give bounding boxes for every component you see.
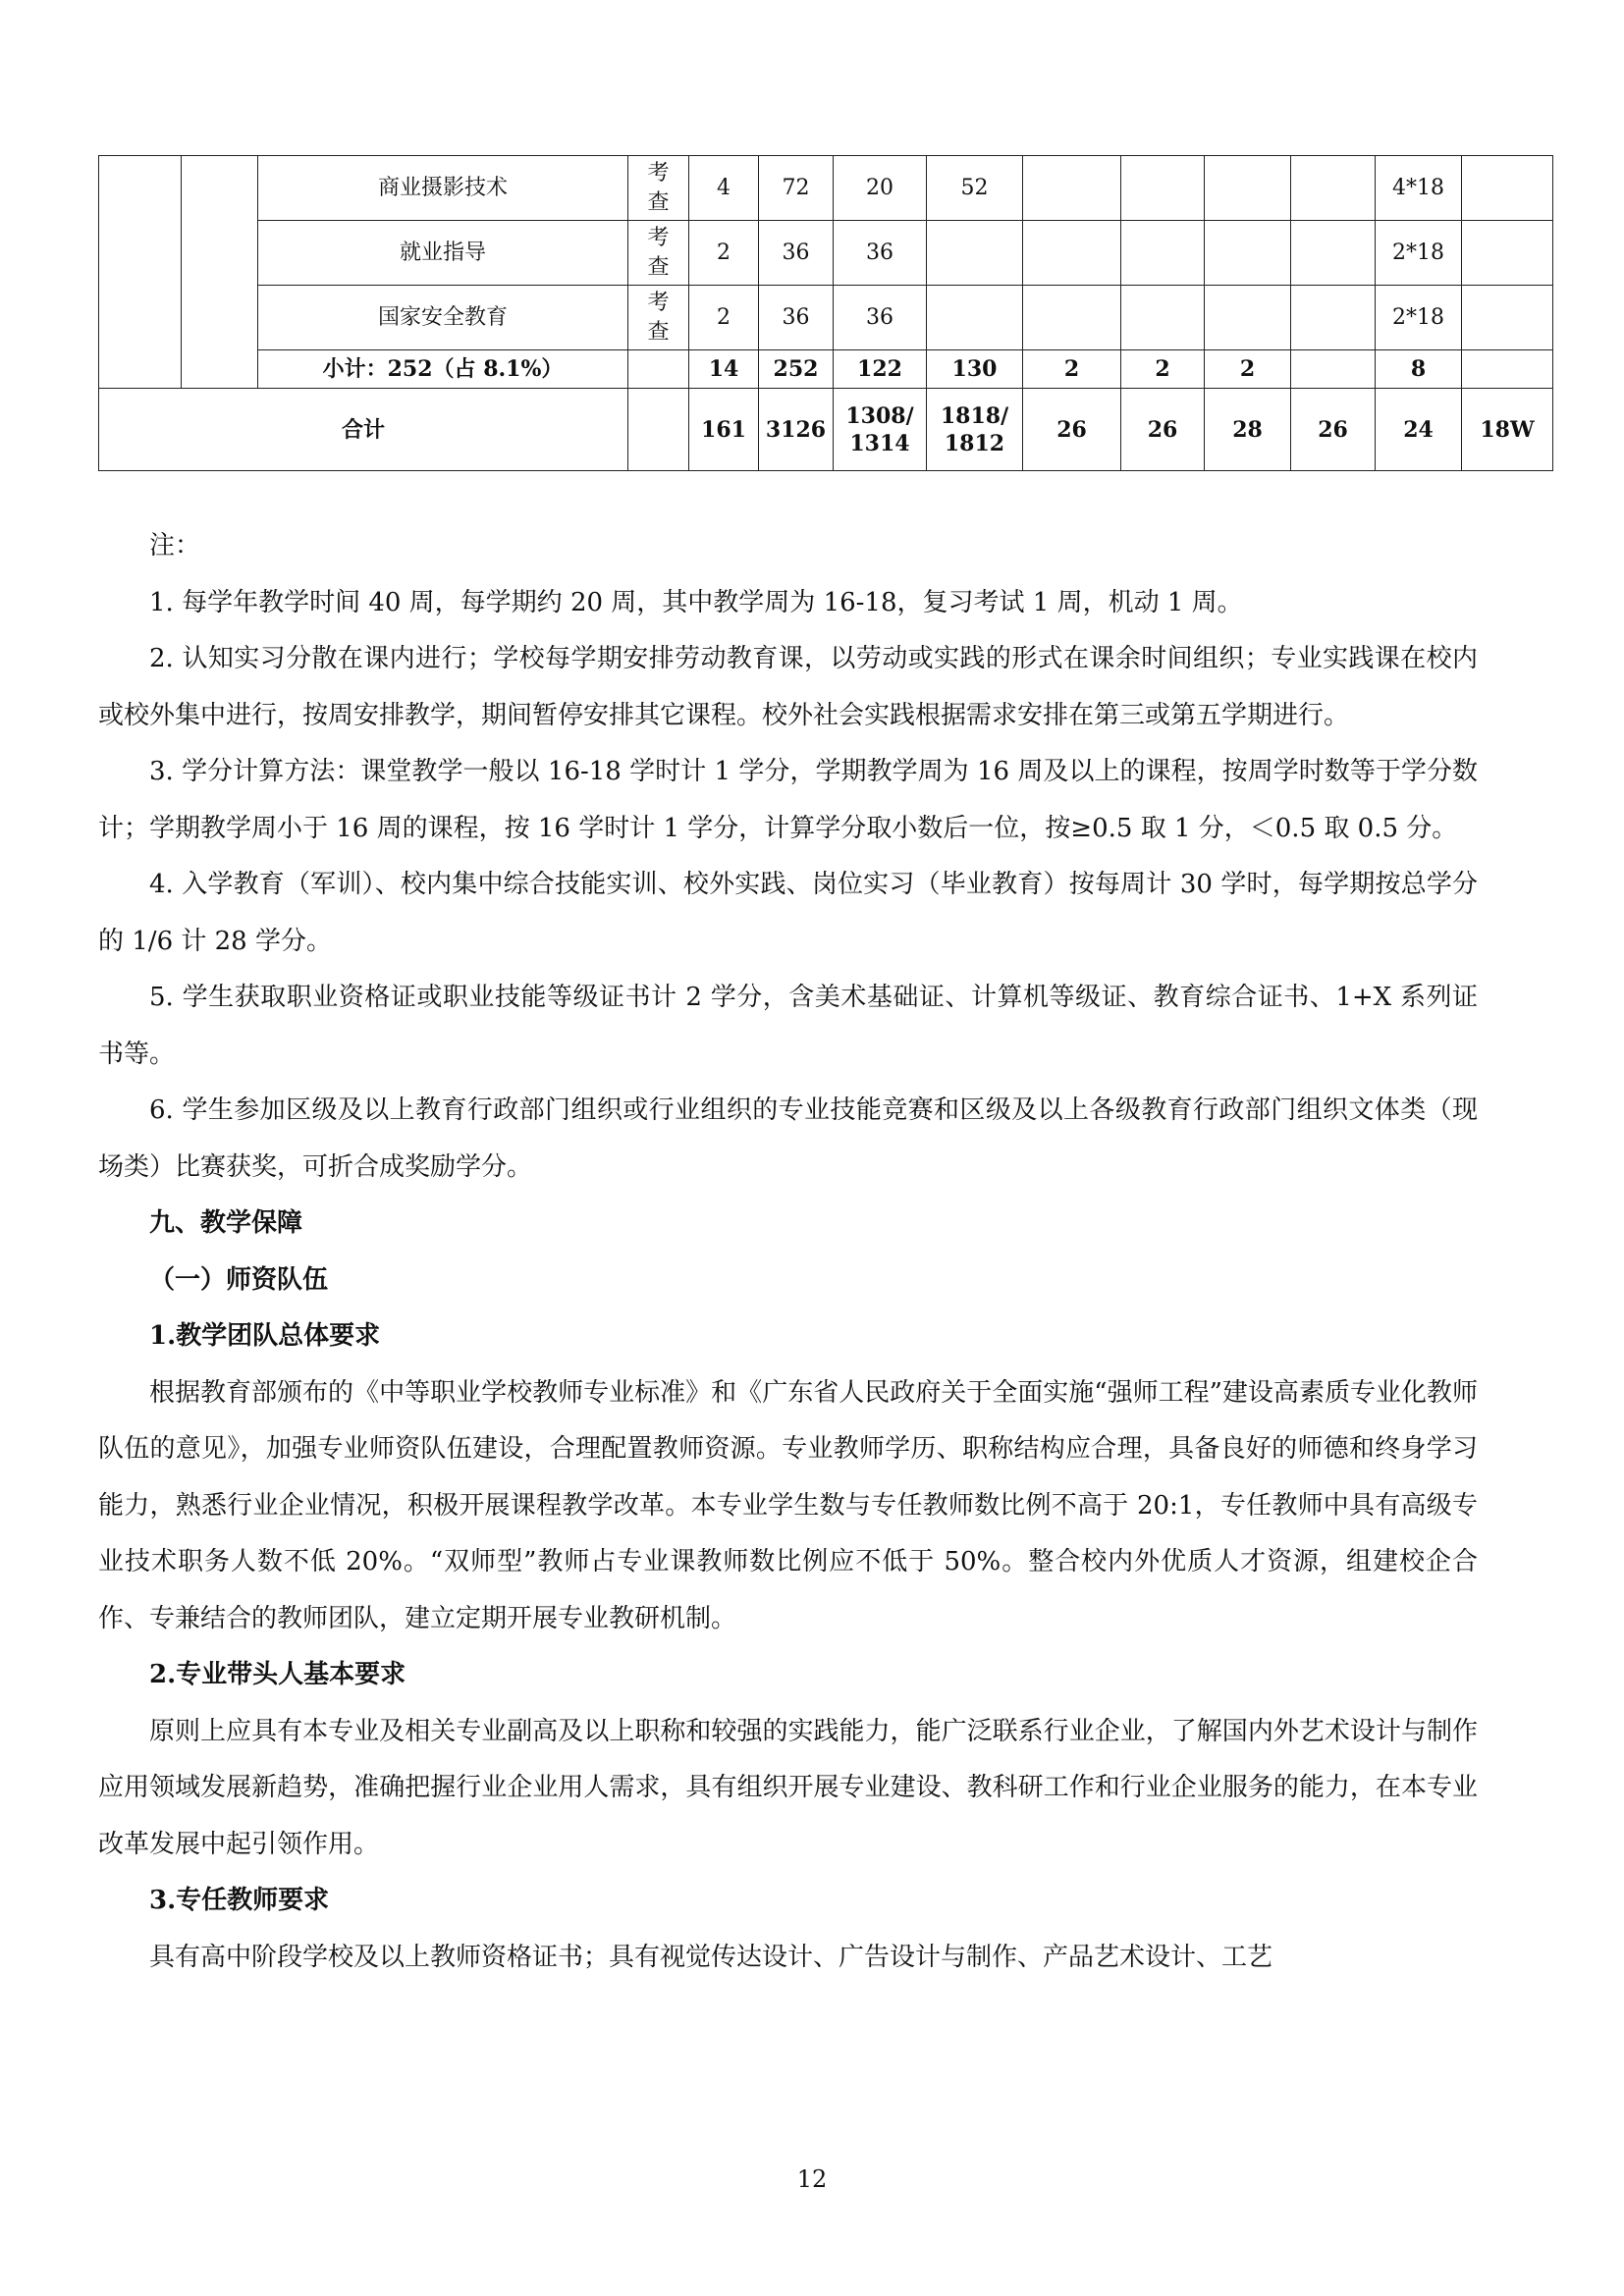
- hours-cell: 36: [759, 286, 834, 350]
- notes-label: 注：: [149, 531, 201, 561]
- assessment-type: 考查: [628, 286, 689, 350]
- course-schedule-table: [98, 155, 1553, 471]
- theory-hours-cell: 20: [834, 156, 927, 221]
- body-paragraph: 原则上应具有本专业及相关专业副高及以上职称和较强的实践能力，能广泛联系行业企业，了解国内外艺术设计与制作应用领域发展新趋势，准确把握行业企业用人需求，具有组织开展专业建设、教科研工作和行业企业服务的能力，在本专业改革发展中起引领作用。: [98, 1716, 1478, 1859]
- note-6: 6. 学生参加区级及以上教育行政部门组织或行业组织的专业技能竞赛和区级及以上各级教育行政部门组织文体类（现场类）比赛获奖，可折合成奖励学分。: [98, 1095, 1478, 1182]
- semester-4-cell: [1291, 156, 1376, 221]
- item-heading: 1.教学团队总体要求: [149, 1321, 381, 1351]
- theory-hours-cell: 1308/ 1314: [834, 389, 927, 471]
- table-row: [99, 156, 1553, 221]
- subtotal-label: 小计：252（占 8.1%）: [258, 350, 628, 389]
- item-heading: 3.专任教师要求: [149, 1886, 330, 1915]
- credits-cell: 2: [689, 221, 759, 286]
- note-3: 3. 学分计算方法：课堂教学一般以 16-18 学时计 1 学分，学期教学周为 16 周及以上的课程，按周学时数等于学分数计；学期教学周小于 16 周的课程，按 16 学时计 1 学分，计算学分取小数后一位，按≥0.5 取 1 分，＜0.5 取 0.5 分。: [98, 757, 1478, 843]
- body-paragraph: 根据教育部颁布的《中等职业学校教师专业标准》和《广东省人民政府关于全面实施“强师工程”建设高素质专业化教师队伍的意见》，加强专业师资队伍建设，合理配置教师资源。专业教师学历、职称结构应合理，具备良好的师德和终身学习能力，熟悉行业企业情况，积极开展课程教学改革。本专业学生数与专任教师数比例不高于 20:1，专任教师中具有高级专业技术职务人数不低 20%。“双师型”教师占专业课教师数比例应不低于 50%。整合校内外优质人才资源，组建校企合作、专兼结合的教师团队，建立定期开展专业教研机制。: [98, 1377, 1478, 1633]
- semester-6-cell: 18W: [1462, 389, 1553, 471]
- semester-5-cell: 8: [1376, 350, 1462, 389]
- note-2: 2. 认知实习分散在课内进行；学校每学期安排劳动教育课，以劳动或实践的形式在课余时间组织；专业实践课在校内或校外集中进行，按周安排教学，期间暂停安排其它课程。校外社会实践根据需求安排在第三或第五学期进行。: [98, 644, 1478, 730]
- credits-cell: 161: [689, 389, 759, 471]
- total-label: 合计: [99, 389, 628, 471]
- semester-1-cell: 2: [1023, 350, 1121, 389]
- section-heading: 九、教学保障: [149, 1208, 303, 1238]
- hours-cell: 3126: [759, 389, 834, 471]
- subsection-heading: （一）师资队伍: [149, 1264, 329, 1295]
- semester-5-cell: 2*18: [1376, 221, 1462, 286]
- course-name: 就业指导: [258, 221, 628, 286]
- semester-6-cell: [1462, 221, 1553, 286]
- note-5: 5. 学生获取职业资格证或职业技能等级证书计 2 学分，含美术基础证、计算机等级证、教育综合证书、1+X 系列证书等。: [98, 983, 1478, 1069]
- total-row: [99, 389, 1553, 471]
- course-name: 国家安全教育: [258, 286, 628, 350]
- body-paragraph: 具有高中阶段学校及以上教师资格证书；具有视觉传达设计、广告设计与制作、产品艺术设计、工艺: [149, 1942, 1273, 1972]
- semester-6-cell: [1462, 286, 1553, 350]
- document-body: [98, 518, 1478, 1986]
- theory-hours-cell: 36: [834, 221, 927, 286]
- assessment-type: 考查: [628, 221, 689, 286]
- assessment-type: [628, 389, 689, 471]
- semester-2-cell: [1121, 221, 1205, 286]
- semester-4-cell: [1291, 350, 1376, 389]
- semester-1-cell: 26: [1023, 389, 1121, 471]
- semester-6-cell: [1462, 350, 1553, 389]
- semester-3-cell: [1205, 221, 1291, 286]
- semester-6-cell: [1462, 156, 1553, 221]
- theory-hours-cell: 36: [834, 286, 927, 350]
- semester-1-cell: [1023, 286, 1121, 350]
- semester-3-cell: [1205, 286, 1291, 350]
- subcategory-cell: [182, 156, 258, 389]
- practice-hours-cell: 52: [927, 156, 1023, 221]
- item-heading: 2.专业带头人基本要求: [149, 1660, 406, 1689]
- note-4: 4. 入学教育（军训）、校内集中综合技能实训、校外实践、岗位实习（毕业教育）按每周计 30 学时，每学期按总学分的 1/6 计 28 学分。: [98, 870, 1478, 956]
- category-cell: [99, 156, 182, 389]
- note-1: 1. 每学年教学时间 40 周，每学期约 20 周，其中教学周为 16-18，复习考试 1 周，机动 1 周。: [149, 587, 1243, 617]
- semester-2-cell: [1121, 156, 1205, 221]
- credits-cell: 14: [689, 350, 759, 389]
- practice-hours-cell: 1818/ 1812: [927, 389, 1023, 471]
- credits-cell: 4: [689, 156, 759, 221]
- semester-1-cell: [1023, 221, 1121, 286]
- table-row: [99, 221, 1553, 286]
- semester-3-cell: 28: [1205, 389, 1291, 471]
- hours-cell: 36: [759, 221, 834, 286]
- course-name: 商业摄影技术: [258, 156, 628, 221]
- assessment-type: 考查: [628, 156, 689, 221]
- semester-5-cell: 4*18: [1376, 156, 1462, 221]
- page-number: 12: [796, 2165, 828, 2193]
- hours-cell: 252: [759, 350, 834, 389]
- semester-4-cell: [1291, 286, 1376, 350]
- practice-hours-cell: [927, 221, 1023, 286]
- semester-2-cell: [1121, 286, 1205, 350]
- semester-3-cell: 2: [1205, 350, 1291, 389]
- practice-hours-cell: 130: [927, 350, 1023, 389]
- subtotal-row: [99, 350, 1553, 389]
- hours-cell: 72: [759, 156, 834, 221]
- semester-4-cell: [1291, 221, 1376, 286]
- semester-2-cell: 2: [1121, 350, 1205, 389]
- theory-hours-cell: 122: [834, 350, 927, 389]
- semester-5-cell: 2*18: [1376, 286, 1462, 350]
- semester-5-cell: 24: [1376, 389, 1462, 471]
- semester-2-cell: 26: [1121, 389, 1205, 471]
- practice-hours-cell: [927, 286, 1023, 350]
- credits-cell: 2: [689, 286, 759, 350]
- assessment-type: [628, 350, 689, 389]
- semester-4-cell: 26: [1291, 389, 1376, 471]
- semester-3-cell: [1205, 156, 1291, 221]
- semester-1-cell: [1023, 156, 1121, 221]
- table-row: [99, 286, 1553, 350]
